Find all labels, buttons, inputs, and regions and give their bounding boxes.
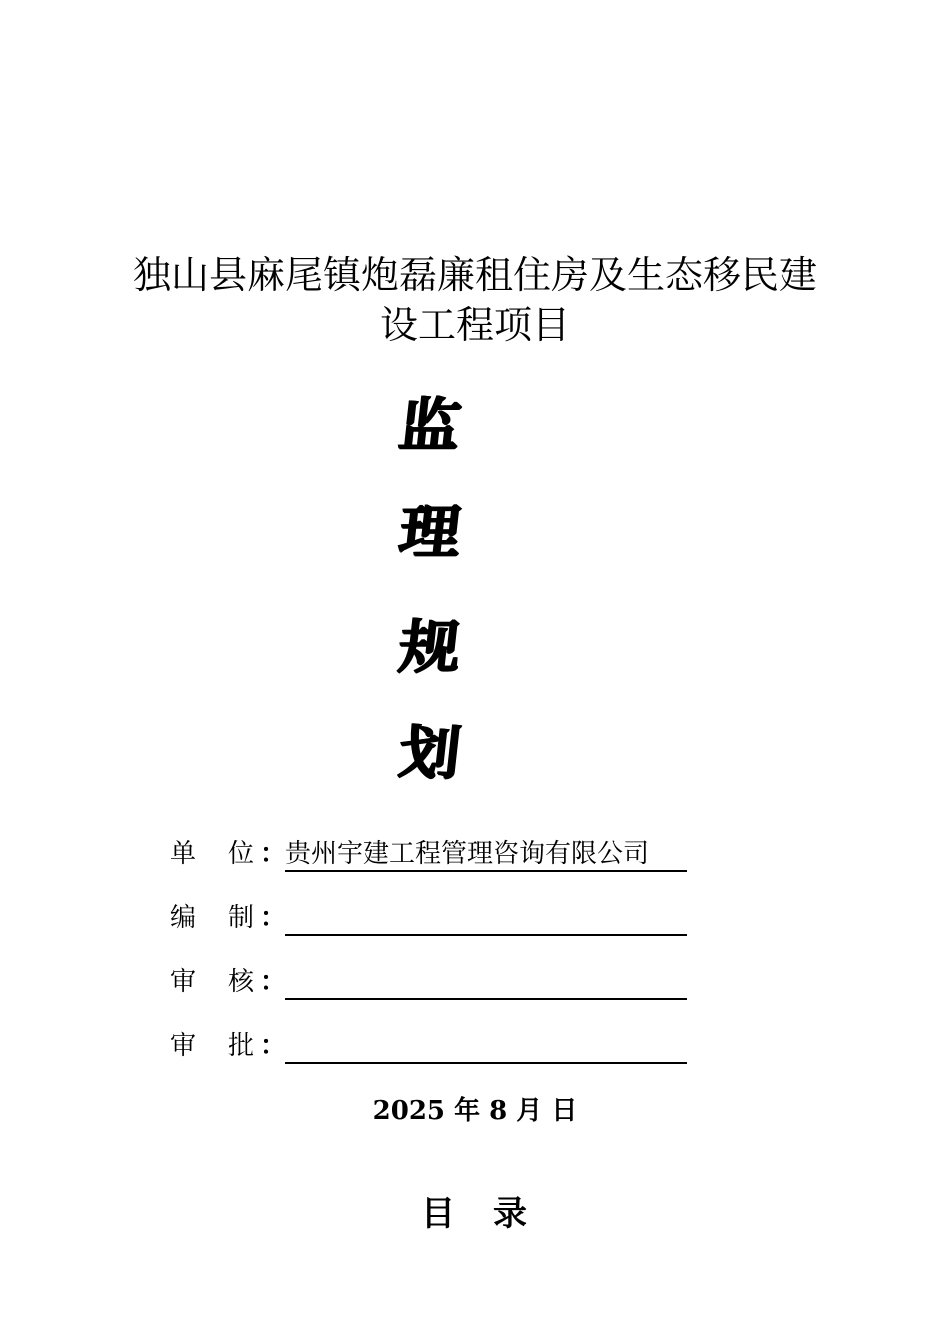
unit-label-char-1: 单 — [170, 839, 197, 869]
doc-type-char-2: 理 — [395, 498, 465, 566]
project-title-line-2: 设工程项目 — [379, 303, 570, 347]
approve-label-char-1: 审 — [170, 1031, 197, 1061]
unit-label-char-2: 位 — [228, 839, 255, 869]
unit-value: 贵州宇建工程管理咨询有限公司 — [285, 836, 687, 872]
review-blank-line — [285, 964, 687, 1000]
approve-label-char-2: 批 — [228, 1031, 255, 1061]
review-label-colon: ： — [260, 967, 287, 997]
doc-type-char-4: 划 — [395, 719, 465, 787]
table-of-contents-heading: 目 录 — [421, 1194, 529, 1234]
edit-label-char-2: 制 — [228, 903, 255, 933]
review-label-char-1: 审 — [170, 967, 197, 997]
doc-type-char-3: 规 — [395, 613, 465, 681]
doc-type-char-1: 监 — [395, 391, 465, 459]
project-title-line-1: 独山县麻尾镇炮磊廉租住房及生态移民建 — [132, 253, 817, 297]
document-date: 2025 年 8 月 日 — [372, 1096, 578, 1126]
review-label-char-2: 核 — [228, 967, 255, 997]
edit-label-colon: ： — [260, 903, 287, 933]
edit-label-char-1: 编 — [170, 903, 197, 933]
edit-blank-line — [285, 900, 687, 936]
approve-label-colon: ： — [260, 1031, 287, 1061]
unit-label-colon: ： — [260, 839, 287, 869]
approve-blank-line — [285, 1028, 687, 1064]
